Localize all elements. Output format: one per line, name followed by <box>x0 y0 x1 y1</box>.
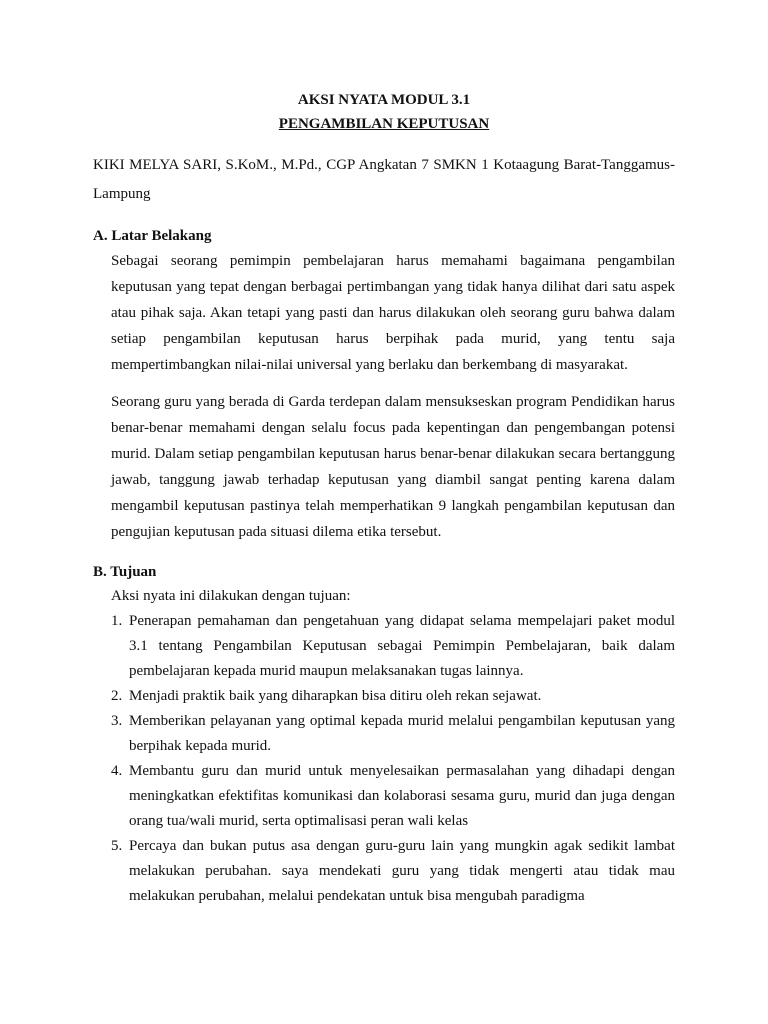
list-item-text: Menjadi praktik baik yang diharapkan bisa ditiru oleh rekan sejawat. <box>129 688 542 704</box>
tujuan-intro: Aksi nyata ini dilakukan dengan tujuan: <box>111 588 351 604</box>
list-item <box>111 759 675 834</box>
latar-belakang-paragraph-1: Sebagai seorang pemimpin pembelajaran harus memahami bagaimana pengambilan keputusan yang tepat dengan berbagai pertimbangan yang tidak hanya dilihat dari satu aspek atau pihak saja. Akan tetapi yang pasti dan harus dilakukan oleh seorang guru bahwa dalam setiap pengambilan keputusan harus berpihak pada murid, yang tentu saja mempertimbangkan nilai-nilai universal yang berlaku dan berkembang di masyarakat. <box>111 253 675 373</box>
author-line: KIKI MELYA SARI, S.KoM., M.Pd., CGP Angkatan 7 SMKN 1 Kotaagung Barat-Tanggamus-Lampung <box>93 157 675 202</box>
list-item-number: 3. <box>111 713 123 729</box>
list-item <box>111 834 675 909</box>
list-item-number: 1. <box>111 613 123 629</box>
list-item-text: Penerapan pemahaman dan pengetahuan yang didapat selama mempelajari paket modul 3.1 tentang Pengambilan Keputusan sebagai Pemimpin Pembelajaran, baik dalam pembelajaran kepada murid maupun melaksanakan tugas lainnya. <box>129 613 675 679</box>
list-item-number: 2. <box>111 688 123 704</box>
title-block <box>93 0 675 136</box>
list-item-text: Membantu guru dan murid untuk menyelesaikan permasalahan yang dihadapi dengan meningkatkan efektifitas komunikasi dan kolaborasi sesama guru, murid dan juga dengan orang tua/wali murid, serta optimalisasi peran wali kelas <box>129 763 675 829</box>
list-item <box>111 684 675 709</box>
document-subtitle: PENGAMBILAN KEPUTUSAN <box>278 116 490 132</box>
list-item-text: Memberikan pelayanan yang optimal kepada murid melalui pengambilan keputusan yang berpihak kepada murid. <box>129 713 675 754</box>
section-heading-tujuan: B. Tujuan <box>93 564 157 580</box>
document-title: AKSI NYATA MODUL 3.1 <box>297 92 471 108</box>
list-item-number: 5. <box>111 838 123 854</box>
list-item <box>111 709 675 759</box>
list-item <box>111 609 675 684</box>
latar-belakang-paragraph-2: Seorang guru yang berada di Garda terdepan dalam mensukseskan program Pendidikan harus benar-benar memahami dengan selalu focus pada kepentingan dan pengembangan potensi murid. Dalam setiap pengambilan keputusan harus benar-benar dilakukan secara bertanggung jawab, tanggung jawab terhadap keputusan yang diambil sangat penting karena dalam mengambil keputusan pastinya telah memperhatikan 9 langkah pengambilan keputusan dan pengujian keputusan pada situasi dilema etika tersebut. <box>111 394 675 540</box>
section-heading-latar-belakang: A. Latar Belakang <box>93 228 212 244</box>
list-item-text: Percaya dan bukan putus asa dengan guru-guru lain yang mungkin agak sedikit lambat melakukan perubahan. saya mendekati guru yang tidak mengerti atau tidak mau melakukan perubahan, melalui pendekatan untuk bisa mengubah paradigma <box>129 838 675 904</box>
list-item-number: 4. <box>111 763 123 779</box>
tujuan-list <box>93 609 675 909</box>
